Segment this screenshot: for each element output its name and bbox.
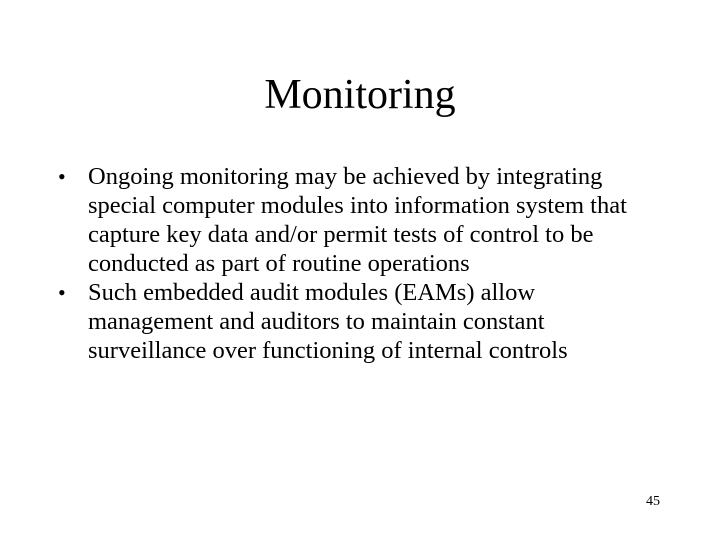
- bullet-list: [58, 162, 658, 365]
- bullet-item: [58, 278, 658, 365]
- bullet-marker: •: [58, 164, 66, 189]
- bullet-text: Ongoing monitoring may be achieved by integrating special computer modules into information system that capture key data and/or permit tests of control to be conducted as part of routine operations: [88, 163, 627, 277]
- page-number: 45: [646, 494, 660, 509]
- slide-title: Monitoring: [264, 72, 456, 118]
- bullet-item: [58, 162, 658, 278]
- bullet-text: Such embedded audit modules (EAMs) allow management and auditors to maintain constant surveillance over functioning of internal controls: [88, 279, 568, 364]
- bullet-marker: •: [58, 280, 66, 305]
